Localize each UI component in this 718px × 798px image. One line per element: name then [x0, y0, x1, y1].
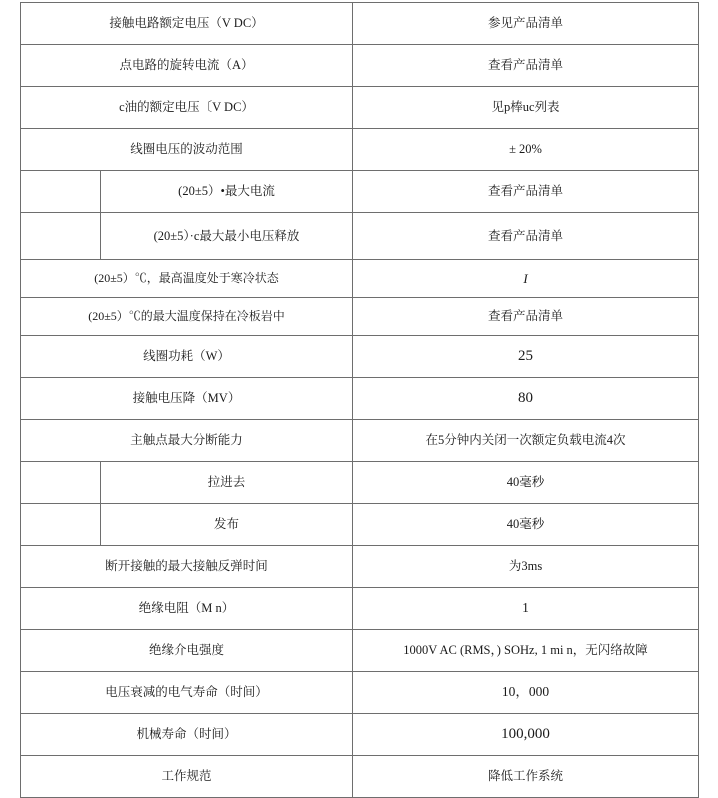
specification-table [20, 2, 699, 798]
table-cell-parameter: 点电路的旋转电流（A） [21, 45, 353, 87]
table-cell-value: 1000V AC (RMS，) SOHz, 1 mi n，无闪络故障 [353, 630, 699, 672]
table-cell-spacer [21, 213, 101, 260]
table-cell-parameter: 线圈电压的波动范围 [21, 129, 353, 171]
table-cell-spacer [21, 462, 101, 504]
table-cell-value: 查看产品清单 [353, 213, 699, 260]
table-row [21, 378, 699, 420]
table-cell-value: 见p棒uc列表 [353, 87, 699, 129]
table-cell-parameter: 接触电路额定电压（V DC） [21, 3, 353, 45]
table-row [21, 298, 699, 336]
table-cell-parameter: 机械寿命（时间） [21, 714, 353, 756]
table-cell-value: 40毫秒 [353, 504, 699, 546]
table-cell-value: I [353, 260, 699, 298]
table-row [21, 129, 699, 171]
table-row [21, 336, 699, 378]
table-row [21, 462, 699, 504]
table-cell-parameter: 绝缘电阻（M n） [21, 588, 353, 630]
table-row [21, 756, 699, 798]
table-cell-parameter: c油的额定电压〔V DC） [21, 87, 353, 129]
table-cell-parameter: (20±5）℃的最大温度保持在冷板岩中 [21, 298, 353, 336]
table-row [21, 630, 699, 672]
table-row [21, 45, 699, 87]
table-cell-value: ± 20% [353, 129, 699, 171]
table-cell-value: 参见产品清单 [353, 3, 699, 45]
table-cell-spacer [21, 504, 101, 546]
table-cell-value: 查看产品清单 [353, 171, 699, 213]
table-row [21, 504, 699, 546]
table-row [21, 260, 699, 298]
table-row [21, 714, 699, 756]
table-row [21, 588, 699, 630]
table-row [21, 672, 699, 714]
table-cell-value: 查看产品清单 [353, 298, 699, 336]
table-cell-sub-parameter: (20±5）•最大电流 [101, 171, 353, 213]
table-cell-sub-parameter: (20±5）·c最大最小电压释放 [101, 213, 353, 260]
table-row [21, 420, 699, 462]
table-cell-parameter: 绝缘介电强度 [21, 630, 353, 672]
table-row [21, 546, 699, 588]
table-cell-parameter: 工作规范 [21, 756, 353, 798]
table-cell-parameter: 断开接触的最大接触反弹时间 [21, 546, 353, 588]
table-cell-parameter: (20±5）℃，最高温度处于寒冷状态 [21, 260, 353, 298]
table-row [21, 171, 699, 213]
table-cell-value: 在5分钟内关闭一次额定负载电流4次 [353, 420, 699, 462]
table-cell-value: 40毫秒 [353, 462, 699, 504]
table-cell-value: 100,000 [353, 714, 699, 756]
table-cell-parameter: 线圈功耗（W） [21, 336, 353, 378]
table-cell-sub-parameter: 拉进去 [101, 462, 353, 504]
table-cell-value: 查看产品清单 [353, 45, 699, 87]
table-row [21, 3, 699, 45]
table-cell-value: 为3ms [353, 546, 699, 588]
table-cell-parameter: 接触电压降（MV） [21, 378, 353, 420]
table-cell-value: 降低工作系统 [353, 756, 699, 798]
specification-table-body [21, 3, 699, 798]
table-cell-value: 1 [353, 588, 699, 630]
table-cell-value: 10，000 [353, 672, 699, 714]
table-cell-value: 80 [353, 378, 699, 420]
table-row [21, 87, 699, 129]
table-cell-parameter: 电压衰减的电气寿命（时间） [21, 672, 353, 714]
table-cell-sub-parameter: 发布 [101, 504, 353, 546]
table-cell-spacer [21, 171, 101, 213]
table-row [21, 213, 699, 260]
table-cell-parameter: 主触点最大分断能力 [21, 420, 353, 462]
table-cell-value: 25 [353, 336, 699, 378]
